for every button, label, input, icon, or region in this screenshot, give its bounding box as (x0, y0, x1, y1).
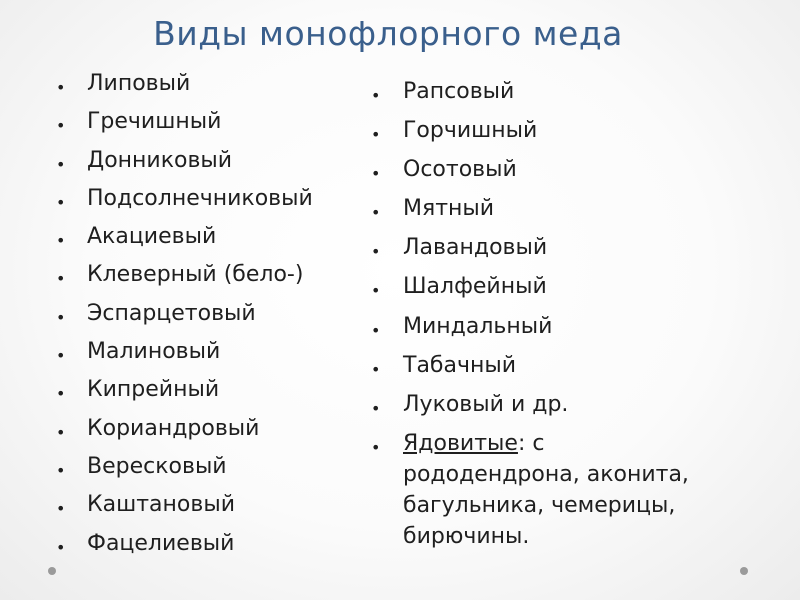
right-list (371, 76, 701, 552)
list-item: • Клеверный (бело-) (56, 259, 356, 297)
bullet-icon: • (56, 231, 66, 251)
list-item: • Рапсовый (371, 76, 701, 115)
corner-dot-right (740, 567, 748, 575)
list-item: • Осотовый (371, 154, 701, 193)
list-item: • Малиновый (56, 336, 356, 374)
bullet-icon: • (56, 460, 66, 480)
bullet-icon: • (371, 203, 381, 223)
bullet-icon: • (371, 125, 381, 145)
bullet-icon: • (56, 499, 66, 519)
poisonous-honey-item (371, 428, 701, 552)
list-item: • Акациевый (56, 221, 356, 259)
corner-dot-left (48, 567, 56, 575)
left-list (56, 68, 356, 566)
list-item: • Каштановый (56, 489, 356, 527)
bullet-icon: • (56, 154, 66, 174)
list-item: • Шалфейный (371, 271, 701, 310)
bullet-icon: • (56, 384, 66, 404)
list-item: • Табачный (371, 350, 701, 389)
bullet-icon: • (371, 437, 381, 457)
bullet-icon: • (371, 242, 381, 262)
bullet-icon: • (56, 307, 66, 327)
bullet-icon: • (56, 192, 66, 212)
list-item: • Эспарцетовый (56, 298, 356, 336)
slide-title: Виды монофлорного меда (153, 14, 623, 53)
list-item: • Подсолнечниковый (56, 183, 356, 221)
bullet-icon: • (371, 359, 381, 379)
list-item: • Миндальный (371, 311, 701, 350)
bullet-icon: • (56, 116, 66, 136)
bullet-icon: • (371, 398, 381, 418)
bullet-icon: • (371, 320, 381, 340)
bullet-icon: • (371, 281, 381, 301)
list-item: • Кипрейный (56, 374, 356, 412)
bullet-icon: • (56, 422, 66, 442)
list-item: • Мятный (371, 193, 701, 232)
bullet-icon: • (371, 86, 381, 105)
bullet-icon: • (371, 164, 381, 184)
bullet-icon: • (56, 269, 66, 289)
list-item: • Горчишный (371, 115, 701, 154)
list-item: • Кориандровый (56, 413, 356, 451)
list-item: • Вересковый (56, 451, 356, 489)
bullet-icon: • (56, 346, 66, 366)
list-item: • Лавандовый (371, 232, 701, 271)
list-item: • Липовый (56, 68, 356, 106)
poisonous-text: : с рододендрона, аконита, багульника, чемерицы, бирючины. (403, 430, 689, 549)
poisonous-label: Ядовитые (403, 430, 518, 456)
list-item: • Фацелиевый (56, 528, 356, 566)
list-item: • Луковый и др. (371, 389, 701, 428)
list-item: • Донниковый (56, 145, 356, 183)
bullet-icon: • (56, 537, 66, 557)
list-item: • Гречишный (56, 106, 356, 144)
bullet-icon: • (56, 78, 66, 97)
